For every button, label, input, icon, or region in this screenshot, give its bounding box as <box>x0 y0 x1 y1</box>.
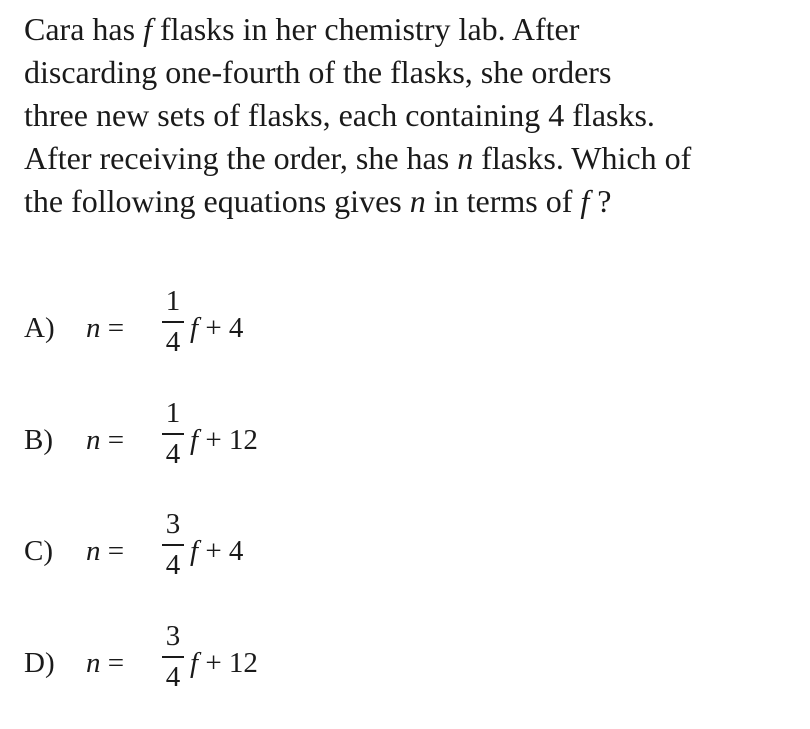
variable-n: n <box>409 183 426 219</box>
choice-lhs: n = <box>86 647 125 679</box>
question-line: Cara has f flasks in her chemistry lab. After <box>24 11 580 47</box>
fraction-numerator: 3 <box>165 508 181 540</box>
choice-letter: A) <box>24 312 55 344</box>
question-line: three new sets of flasks, each containing 4 flasks. <box>24 97 655 133</box>
choice-letter: D) <box>24 647 55 679</box>
fraction-numerator: 1 <box>165 397 181 429</box>
question-text <box>24 8 794 223</box>
fraction-bar <box>162 656 184 658</box>
fraction-numerator: 1 <box>165 285 181 317</box>
choice-rhs: f + 12 <box>190 647 258 679</box>
variable-f: f <box>580 183 590 219</box>
variable-n: n <box>457 140 474 176</box>
fraction-denominator: 4 <box>165 549 181 581</box>
choice-letter: B) <box>24 424 53 456</box>
variable-f: f <box>143 11 152 47</box>
choice-letter: C) <box>24 535 53 567</box>
choice-lhs: n = <box>86 312 125 344</box>
fraction <box>162 508 184 581</box>
choice-a[interactable] <box>24 285 424 375</box>
fraction <box>162 285 184 358</box>
choice-rhs: f + 12 <box>190 424 258 456</box>
choice-d[interactable] <box>24 620 424 710</box>
question-line: After receiving the order, she has n flasks. Which of <box>24 140 692 176</box>
choice-lhs: n = <box>86 535 125 567</box>
fraction-bar <box>162 544 184 546</box>
question-line: the following equations gives n in terms of f ? <box>24 183 612 219</box>
fraction-denominator: 4 <box>165 438 181 470</box>
fraction <box>162 397 184 470</box>
choice-b[interactable] <box>24 397 424 487</box>
choice-rhs: f + 4 <box>190 312 244 344</box>
fraction-bar <box>162 433 184 435</box>
choice-c[interactable] <box>24 508 424 598</box>
choice-rhs: f + 4 <box>190 535 244 567</box>
choice-lhs: n = <box>86 424 125 456</box>
fraction-denominator: 4 <box>165 661 181 693</box>
fraction <box>162 620 184 693</box>
fraction-denominator: 4 <box>165 326 181 358</box>
question-line: discarding one-fourth of the flasks, she orders <box>24 54 612 90</box>
fraction-numerator: 3 <box>165 620 181 652</box>
fraction-bar <box>162 321 184 323</box>
